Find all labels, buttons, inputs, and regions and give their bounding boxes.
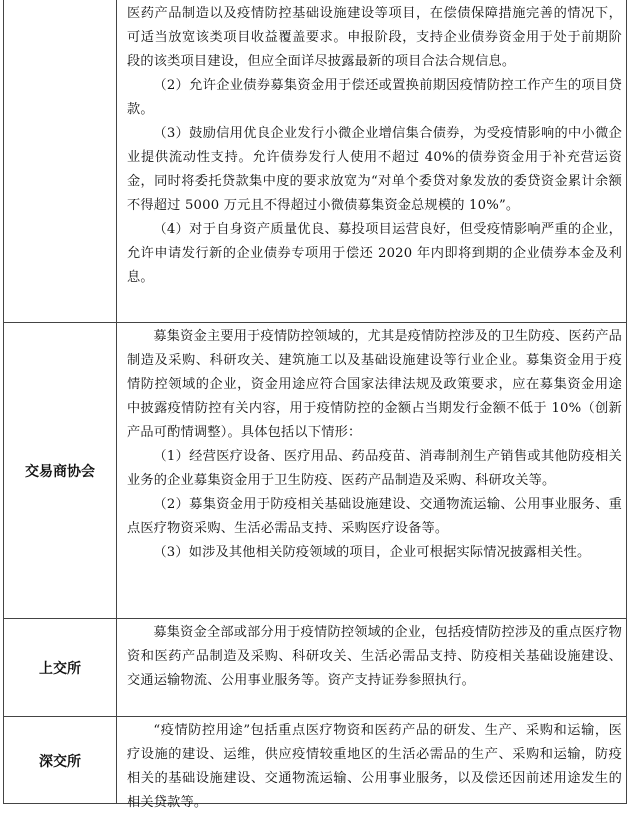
paragraph: （4）对于自身资产质量优良、募投项目运营良好，但受疫情影响严重的企业，允许申请发行新的企业债券专项用于偿还 2020 年内即将到期的企业债券本金及利息。 [127, 222, 622, 285]
row-content [117, 323, 626, 619]
row-content [117, 717, 626, 810]
policy-table [3, 0, 627, 810]
row-label: 深交所 [39, 753, 81, 770]
row-label-empty [4, 0, 117, 322]
paragraph: （3）鼓励信用优良企业发行小微企业增信集合债券，为受疫情影响的中小微企业提供流动性支持。允许债券发行人使用不超过 40%的债券资金用于补充营运资金，同时将委托贷款集中度的要求放宽为“对单个委贷对象发放的委贷资金累计余额不得超过 5000 万元且不得超过小微债募集资金总规模的 10%”。 [127, 126, 622, 213]
row-label: 交易商协会 [25, 464, 95, 480]
table-row [4, 716, 626, 810]
paragraph: “疫情防控用途”包括重点医疗物资和医药产品的研发、生产、采购和运输，医疗设施的建设、运维，供应疫情较重地区的生活必需品的生产、采购和运输，防疫相关的基础设施建设、交通物流运输、公用事业服务，以及偿还因前述用途发生的相关贷款等。 [127, 723, 622, 810]
row-label-cell [4, 717, 117, 804]
paragraph: 募集资金全部或部分用于疫情防控领域的企业，包括疫情防控涉及的重点医疗物资和医药产品制造及采购、科研攻关、生活必需品支持、防疫相关基础设施建设、交通运输物流、公用事业服务等。资产支持证券参照执行。 [127, 625, 622, 688]
table-row [4, 322, 626, 619]
row-content [117, 0, 626, 322]
paragraph: （2）允许企业债券募集资金用于偿还或置换前期因疫情防控工作产生的项目贷款。 [127, 78, 622, 117]
row-content [117, 619, 626, 717]
table-row [4, 0, 626, 322]
paragraph: （1）经营医疗设备、医疗用品、药品疫苗、消毒制剂生产销售或其他防疫相关业务的企业募集资金用于卫生防疫、医药产品制造及采购、科研攻关等。 [127, 449, 622, 488]
paragraph: （3）如涉及其他相关防疫领域的项目，企业可根据实际情况披露相关性。 [153, 545, 591, 560]
row-label-cell [4, 619, 117, 717]
paragraph: 医药产品制造以及疫情防控基础设施建设等项目，在偿债保障措施完善的情况下，可适当放宽该类项目收益覆盖要求。申报阶段，支持企业债券资金用于处于前期阶段的该类项目建设，但应全面详尽披露最新的项目合法合规信息。 [127, 6, 622, 69]
row-label: 上交所 [39, 661, 81, 677]
table-row [4, 618, 626, 717]
paragraph: （2）募集资金用于防疫相关基础设施建设、交通物流运输、公用事业服务、重点医疗物资采购、生活必需品支持、采购医疗设备等。 [127, 497, 622, 536]
paragraph: 募集资金主要用于疫情防控领域的，尤其是疫情防控涉及的卫生防疫、医药产品制造及采购、科研攻关、建筑施工以及基础设施建设等行业企业。募集资金用于疫情防控领域的企业，资金用途应符合国家法律法规及政策要求，应在募集资金用途中披露疫情防控有关内容，用于疫情防控的金额占当期发行金额不低于 10%（创新产品可酌情调整）。具体包括以下情形： [127, 329, 622, 440]
row-label-cell [4, 323, 117, 619]
